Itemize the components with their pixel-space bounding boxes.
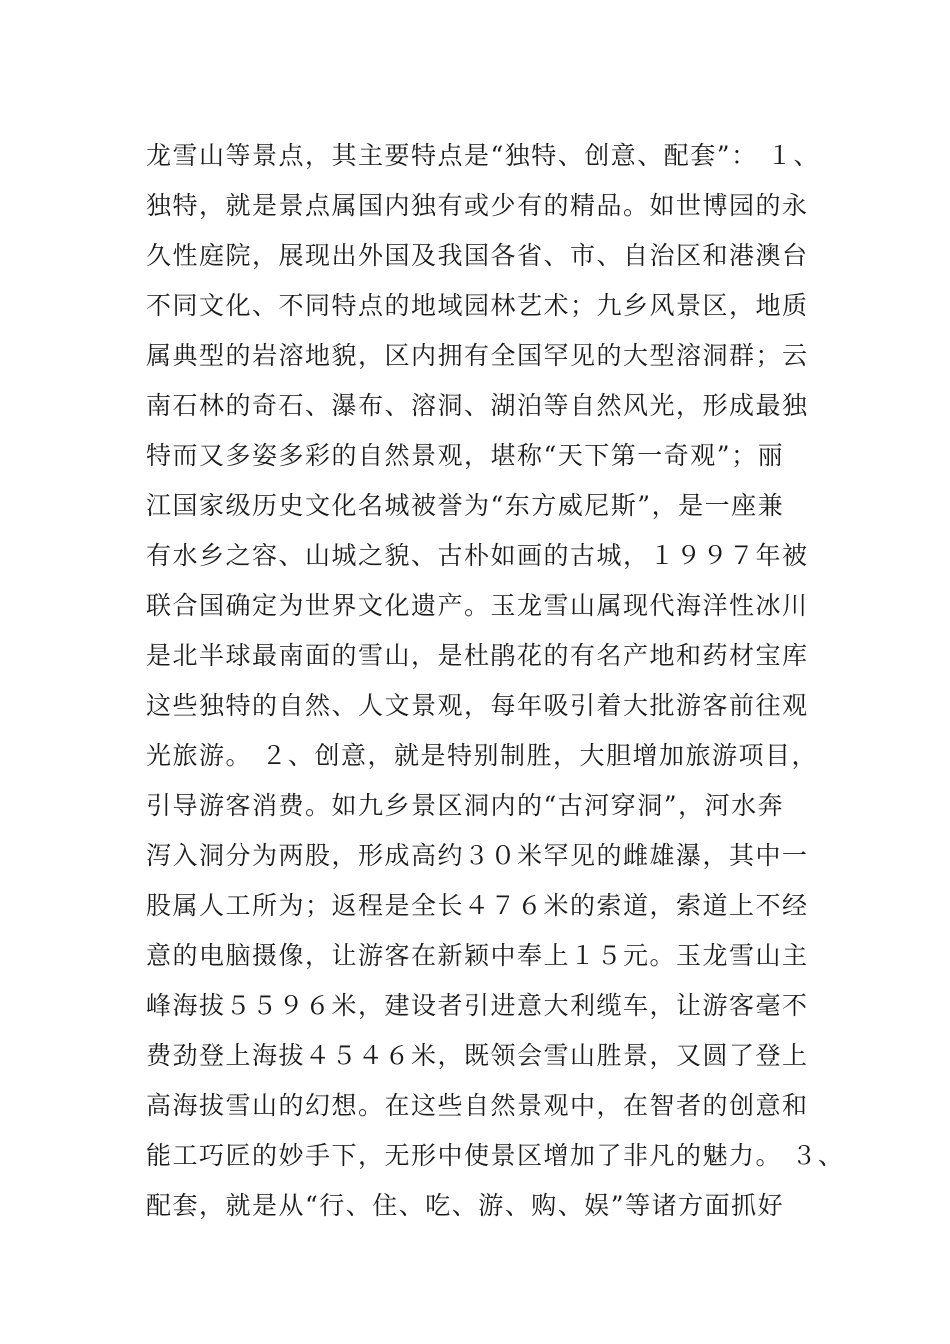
text-line: 光旅游。 ２、创意，就是特别制胜，大胆增加旅游项目， (146, 741, 818, 770)
text-line: 独特，就是景点属国内独有或少有的精品。如世博园的永 (146, 191, 809, 220)
body-text (146, 131, 845, 1231)
text-line: 配套，就是从“行、住、吃、游、购、娱”等诸方面抓好 (146, 1191, 785, 1220)
text-line: 意的电脑摄像，让游客在新颖中奉上１５元。玉龙雪山主 (146, 941, 809, 970)
text-line: 不同文化、不同特点的地域园林艺术；九乡风景区，地质 (146, 291, 809, 320)
text-line: 费劲登上海拔４５４６米，既领会雪山胜景，又圆了登上 (146, 1041, 809, 1070)
text-line: 特而又多姿多彩的自然景观，堪称“天下第一奇观”；丽 (146, 441, 785, 470)
text-line: 联合国确定为世界文化遗产。玉龙雪山属现代海洋性冰川 (146, 591, 809, 620)
text-line: 这些独特的自然、人文景观，每年吸引着大批游客前往观 (146, 691, 809, 720)
text-line: 能工巧匠的妙手下，无形中使景区增加了非凡的魅力。 ３、 (146, 1141, 845, 1170)
text-line: 引导游客消费。如九乡景区洞内的“古河穿洞”，河水奔 (146, 791, 785, 820)
text-line: 有水乡之容、山城之貌、古朴如画的古城，１９９７年被 (146, 541, 809, 570)
text-line: 龙雪山等景点，其主要特点是“独特、创意、配套”： １、 (146, 141, 821, 170)
text-line: 久性庭院，展现出外国及我国各省、市、自治区和港澳台 (146, 241, 809, 270)
text-line: 是北半球最南面的雪山，是杜鹃花的有名产地和药材宝库 (146, 641, 809, 670)
text-line: 股属人工所为；返程是全长４７６米的索道，索道上不经 (146, 891, 809, 920)
text-line: 高海拔雪山的幻想。在这些自然景观中，在智者的创意和 (146, 1091, 809, 1120)
text-line: 江国家级历史文化名城被誉为“东方威尼斯”，是一座兼 (146, 491, 785, 520)
text-line: 南石林的奇石、瀑布、溶洞、湖泊等自然风光，形成最独 (146, 391, 809, 420)
text-line: 峰海拔５５９６米，建设者引进意大利缆车，让游客毫不 (146, 991, 809, 1020)
text-line: 泻入洞分为两股，形成高约３０米罕见的雌雄瀑，其中一 (146, 841, 809, 870)
text-line: 属典型的岩溶地貌，区内拥有全国罕见的大型溶洞群；云 (146, 341, 809, 370)
